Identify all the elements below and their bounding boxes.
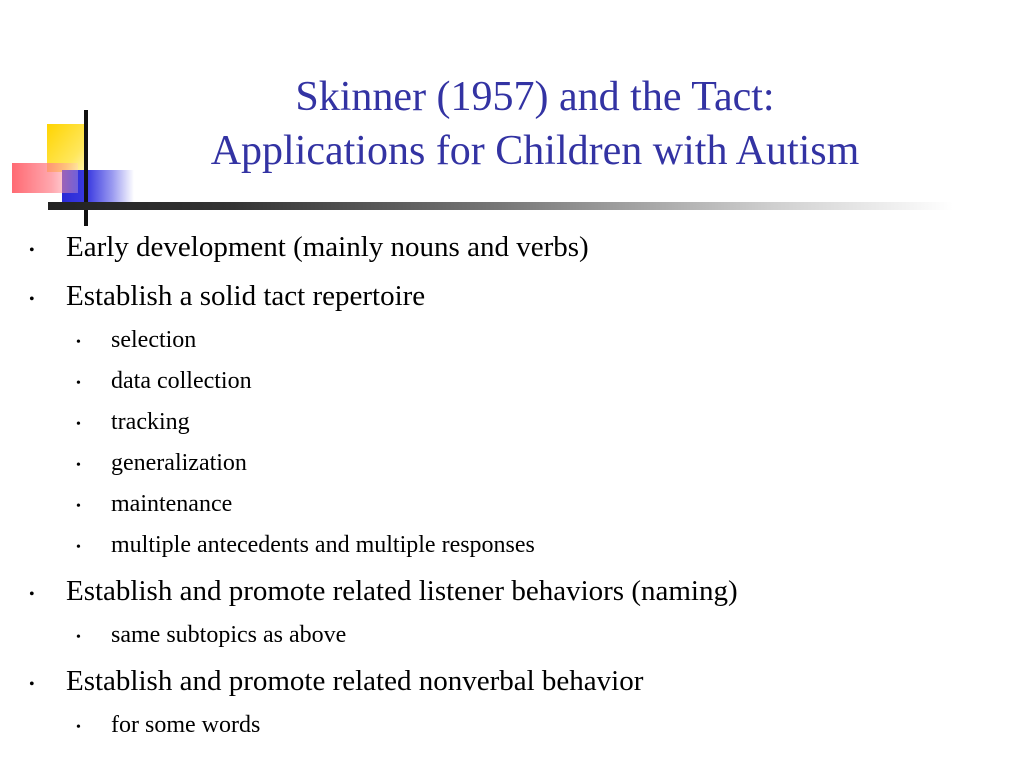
sub-bullet-marker: • [76,630,81,645]
sub-bullet-marker: • [76,417,81,432]
bullet-marker: • [29,586,35,603]
sub-item-maintenance: maintenance [111,491,233,517]
sub-bullet-marker: • [76,335,81,350]
sub-item-data-collection: data collection [111,368,252,394]
bullet-marker: • [29,676,35,693]
sub-item-selection: selection [111,327,197,353]
sub-bullet-marker: • [76,720,81,735]
bullet-item-2: Establish a solid tact repertoire [66,280,426,312]
slide-title-line-1: Skinner (1957) and the Tact: [295,74,775,120]
sub-item-tracking: tracking [111,409,190,435]
bullet-item-4: Establish and promote related nonverbal behavior [66,665,644,697]
sub-item-generalization: generalization [111,450,247,476]
bullet-marker: • [29,242,35,259]
bullet-item-3: Establish and promote related listener behaviors (naming) [66,575,738,607]
sub-item-for-some-words: for some words [111,712,261,738]
slide-title-line-2: Applications for Children with Autism [210,128,860,174]
sub-bullet-marker: • [76,458,81,473]
sub-bullet-marker: • [76,376,81,391]
bullet-item-1: Early development (mainly nouns and verbs) [66,231,589,263]
bullet-marker: • [29,291,35,308]
sub-bullet-marker: • [76,540,81,555]
sub-bullet-marker: • [76,499,81,514]
sub-item-same-subtopics: same subtopics as above [111,622,347,648]
sub-item-multiple-antecedents: multiple antecedents and multiple responses [111,532,535,558]
